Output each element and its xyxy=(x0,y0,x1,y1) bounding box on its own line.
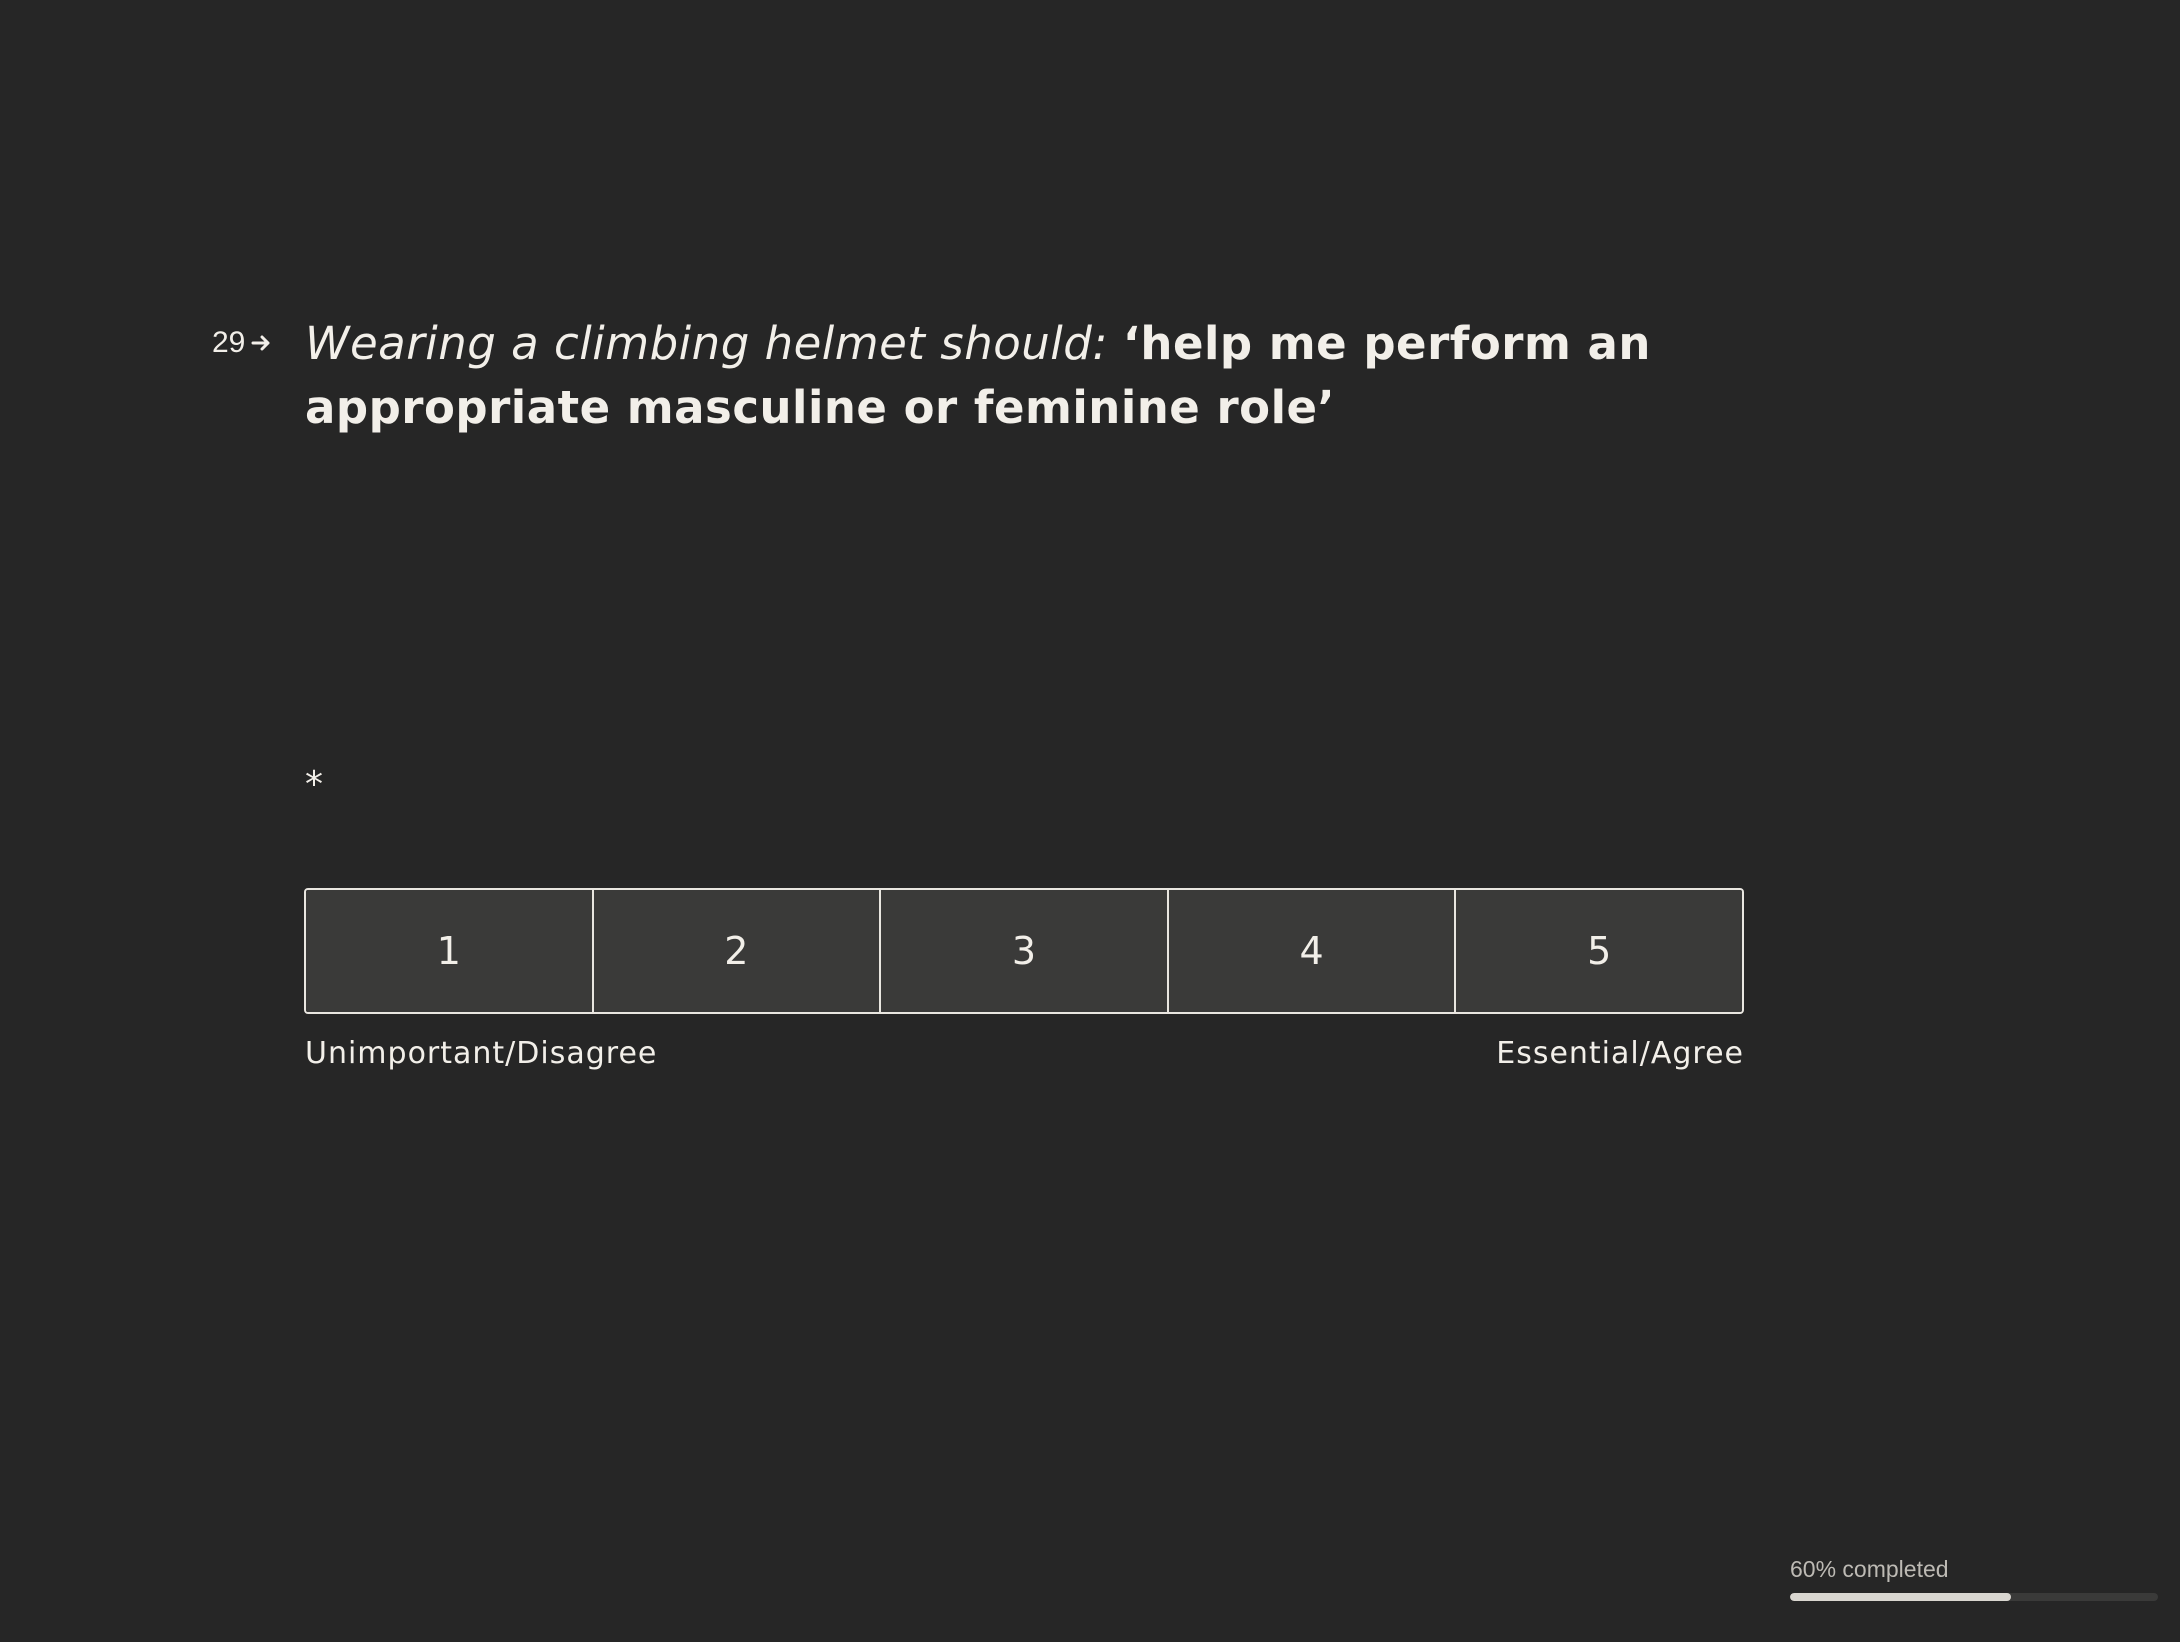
scale-option-4[interactable]: 4 xyxy=(1169,890,1457,1012)
scale-label-high: Essential/Agree xyxy=(1496,1036,1744,1071)
scale-option-3[interactable]: 3 xyxy=(881,890,1169,1012)
progress-fill xyxy=(1790,1593,2011,1601)
scale-option-5[interactable]: 5 xyxy=(1456,890,1742,1012)
rating-scale xyxy=(304,888,1744,1014)
scale-option-2[interactable]: 2 xyxy=(594,890,882,1012)
arrow-right-icon xyxy=(251,333,273,353)
question-number xyxy=(212,326,273,360)
progress-track xyxy=(1790,1593,2158,1601)
progress-indicator xyxy=(1790,1556,2158,1601)
scale-label-low: Unimportant/Disagree xyxy=(305,1036,658,1071)
question-number-text: 29 xyxy=(212,326,246,359)
scale-option-1[interactable]: 1 xyxy=(306,890,594,1012)
question-title xyxy=(305,312,1685,440)
question-statement: ‘help me perform an appropriate masculine or feminine role’ xyxy=(305,317,1651,434)
progress-text: 60% completed xyxy=(1790,1556,1949,1582)
question-prefix: Wearing a climbing helmet should: xyxy=(305,317,1108,370)
required-marker: * xyxy=(305,764,323,805)
